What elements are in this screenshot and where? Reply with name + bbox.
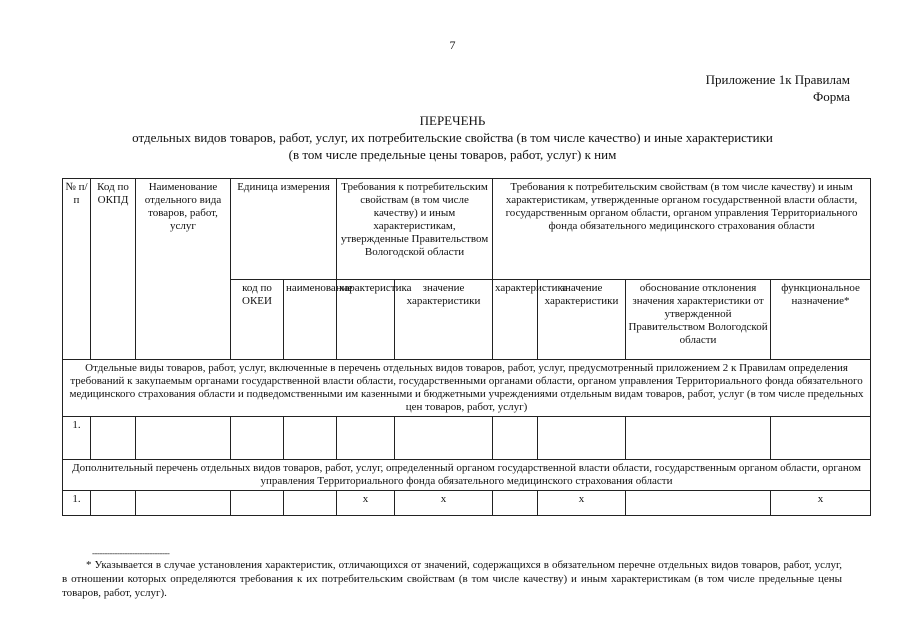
row-2-num: 1.	[63, 491, 91, 516]
table-row	[63, 491, 871, 516]
table-cell	[136, 491, 231, 516]
header-num: № п/п	[63, 179, 91, 360]
subheader-okei: код по ОКЕИ	[231, 280, 284, 360]
appendix-label: Приложение 1к Правилам	[705, 72, 850, 87]
x-mark-value-1: x	[395, 491, 493, 516]
x-mark-purpose: x	[771, 491, 871, 516]
subheader-characteristic-1: характеристика	[337, 280, 395, 360]
footnote-text: * Указывается в случае установления характеристик, отличающихся от значений, содержащихся в обязательном перечне отдельных видов товаров, работ, услуг, в отношении которых определяются требования к их потребительским свойствам (в том числе качеству) и иным характеристикам (в том числе предельные цены товаров, работ, услуг).	[62, 559, 842, 599]
table-cell	[626, 491, 771, 516]
header-req-org: Требования к потребительским свойствам (в том числе качеству) и иным характеристикам, утвержденные органом государственной власти области, государственным органом области, органом управления Территориального фонда обязательного медицинского страхования области	[493, 179, 871, 280]
table-cell	[493, 491, 538, 516]
appendix-header	[706, 71, 850, 105]
requirements-table	[62, 178, 871, 516]
table-cell	[284, 491, 337, 516]
header-row	[63, 179, 871, 280]
section-1-row	[63, 360, 871, 417]
title-line-3: (в том числе предельные цены товаров, работ, услуг) к ним	[288, 147, 617, 162]
row-1-num: 1.	[63, 417, 91, 460]
page-number: 7	[449, 38, 456, 52]
table-cell	[284, 417, 337, 460]
section-1-text: Отдельные виды товаров, работ, услуг, включенные в перечень отдельных видов товаров, работ, услуг, предусмотренный приложением 2 к Правилам определения требований к закупаемым органами государственной власти области, государственными органами области, органом управления Территориального фонда обязательного медицинского страхования области и подведомственными им казенными и бюджетными учреждениями отдельным видам товаров, работ, услуг (в том числе предельных цен товаров, работ, услуг)	[63, 360, 871, 417]
document-title	[0, 112, 905, 163]
table-cell	[231, 491, 284, 516]
table-cell	[231, 417, 284, 460]
header-unit: Единица измерения	[231, 179, 337, 280]
table-cell	[136, 417, 231, 460]
title-main: ПЕРЕЧЕНЬ	[419, 113, 486, 128]
subheader-justification: обоснование отклонения значения характеристики от утвержденной Правительством Вологодской области	[626, 280, 771, 360]
footnote	[62, 558, 842, 600]
x-mark-value-2: x	[538, 491, 626, 516]
subheader-purpose: функциональное назначение*	[771, 280, 871, 360]
table-cell	[337, 417, 395, 460]
table-cell	[626, 417, 771, 460]
footnote-divider: -------------------------------	[92, 548, 170, 558]
section-2-text: Дополнительный перечень отдельных видов товаров, работ, услуг, определенный органом государственной власти области, государственным органом области, органом управления Территориального фонда обязательного медицинского страхования области	[63, 460, 871, 491]
section-2-row	[63, 460, 871, 491]
table-cell	[91, 491, 136, 516]
header-item-name: Наименование отдельного вида товаров, работ, услуг	[136, 179, 231, 360]
table-cell	[538, 417, 626, 460]
table-cell	[395, 417, 493, 460]
subheader-value-1: значение характеристики	[395, 280, 493, 360]
subheader-unit-name: наименование	[284, 280, 337, 360]
subheader-characteristic-2: характеристика	[493, 280, 538, 360]
subheader-value-2: значение характеристики	[538, 280, 626, 360]
table-cell	[771, 417, 871, 460]
x-mark-characteristic-1: x	[337, 491, 395, 516]
header-okpd: Код по ОКПД	[91, 179, 136, 360]
header-req-vologda: Требования к потребительским свойствам (в том числе качеству) и иным характеристикам, утвержденные Правительством Вологодской области	[337, 179, 493, 280]
title-line-2: отдельных видов товаров, работ, услуг, их потребительские свойства (в том числе качество) и иные характеристики	[132, 130, 773, 145]
table-cell	[91, 417, 136, 460]
table-row	[63, 417, 871, 460]
form-label: Форма	[813, 89, 850, 104]
table-cell	[493, 417, 538, 460]
